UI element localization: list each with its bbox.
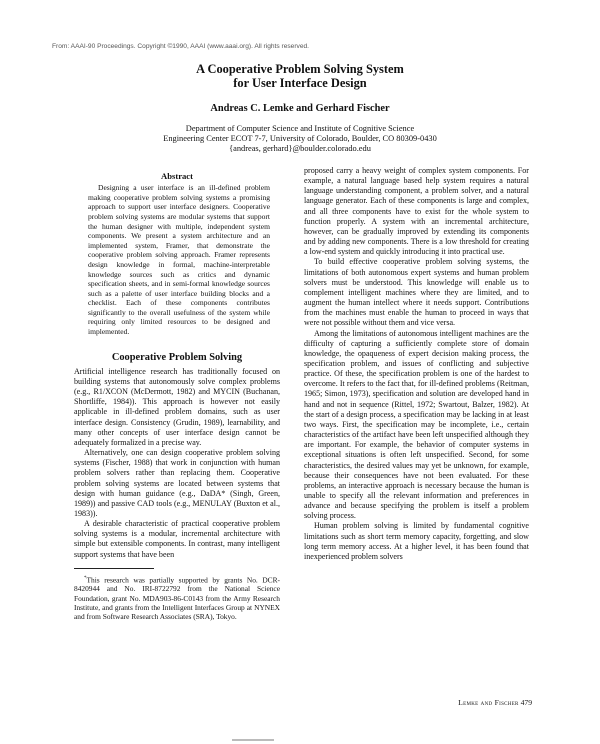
footnote	[74, 574, 280, 621]
right-paragraph-2: To build effective cooperative problem solving systems, the limitations of both autonomous expert systems and human problem solvers must be understood. This knowledge will enable us to complement intelligent machines where they are limited, and to augment the human intellect where it needs support. Contributions from the machines must enable the human to proceed in ways that were not possible without them and vice versa.	[304, 257, 529, 328]
section-paragraph-3: A desirable characteristic of practical cooperative problem solving systems is a modular, incremental architecture with simple but extensible components. In contrast, many intelligent support systems that have been	[74, 519, 280, 559]
source-line: From: AAAI-90 Proceedings. Copyright ©1990, AAAI (www.aaai.org). All rights reserved.	[52, 43, 310, 50]
right-paragraph-4: Human problem solving is limited by fundamental cognitive limitations such as short term memory capacity, forgetting, and slow long term memory access. At a higher level, it has been found that inexperienced problem solvers	[304, 521, 529, 561]
footnote-text: This research was partially supported by grants No. DCR-8420944 and No. IRI-8722792 from the National Science Foundation, grant No. MDA903-86-C0143 from the Army Research Institute, and grants from the Intelligent Interfaces Group at NYNEX and from Software Research Associates (SRA), Tokyo.	[74, 575, 280, 622]
right-column	[304, 166, 529, 562]
section-paragraph-2: Alternatively, one can design cooperative problem solving systems (Fischer, 1988) that work in conjunction with human problem solvers rather than replacing them. Cooperative problem solving systems are located between systems that design with human guidance (e.g., DaDA* (Singh, Green, 1989)) and passive CAD tools (e.g., MENULAY (Buxton et al., 1983)).	[74, 448, 280, 518]
authors: Andreas C. Lemke and Gerhard Fischer	[210, 103, 390, 114]
page-number: 479	[520, 698, 532, 707]
title-line-1: A Cooperative Problem Solving System	[196, 62, 404, 76]
affiliation	[0, 124, 600, 154]
bottom-scan-mark	[232, 739, 274, 741]
section-heading: Cooperative Problem Solving	[111, 351, 243, 363]
paper-title	[0, 62, 600, 90]
left-column	[74, 171, 280, 621]
affiliation-line-1: Department of Computer Science and Institute of Cognitive Science	[185, 124, 415, 133]
running-footer	[448, 698, 532, 707]
right-paragraph-1: proposed carry a heavy weight of complex system components. For example, a natural language based help system requires a natural language understanding component, a problem solver, and a natural language generator. Each of these components is large and complex, and all three components have to exist for the whole system to function properly. A system with an incremental architecture, however, can be gradually improved by extending its components and by adding new components. There is a low threshold for creating a low-end system and quickly introducing it into practical use.	[304, 166, 529, 257]
right-paragraph-3: Among the limitations of autonomous intelligent machines are the difficulty of capturing a sufficiently complete store of domain knowledge, the opaqueness of expert decision making process, the specification problem, and issues of conflicting and subjective practice. Of these, the specification problem is one of the hardest to overcome. It refers to the fact that, for ill-defined problems (Reitman, 1965; Simon, 1973), specification and solution are developed hand in hand and not in sequence (Rittel, 1972; Swartout, Balzer, 1982). At the start of a design process, a specification may be lacking in at least two ways. First, the specification may be incomplete, i.e., certain characteristics of the artifact have been left unspecified although they are important. For example, the behavior of computer systems in exceptional situations is often left unspecified. Second, for some characteristics, the desired values may yet be unknown, for example, because their consequences have not been evaluated. For these problems, an interactive approach is necessary because the human is unable to specify all the relevant information and preferences in advance and because specifying the problem is itself a problem solving process.	[304, 328, 529, 521]
footnote-rule	[74, 568, 154, 569]
affiliation-email: {andreas, gerhard}@boulder.colorado.edu	[229, 144, 371, 153]
abstract-heading: Abstract	[161, 171, 193, 181]
affiliation-line-2: Engineering Center ECOT 7-7, University of Colorado, Boulder, CO 80309-0430	[163, 134, 437, 143]
footnote-marker: *	[84, 575, 87, 581]
section-paragraph-1: Artificial intelligence research has traditionally focused on building systems that autonomously solve complex problems (e.g., R1/XCON (McDermott, 1982) and MYCIN (Buchanan, Shortliffe, 1984)). This approach is however not easily applicable in ill-defined problem domains, such as user interface design. Consistency (Grudin, 1989), learnability, and many other concepts of user interface design cannot be adequately formalized in a precise way.	[74, 366, 280, 447]
title-line-2: for User Interface Design	[233, 76, 367, 90]
running-footer-authors: Lemke and Fischer	[458, 698, 519, 707]
abstract	[74, 171, 280, 337]
abstract-text: Designing a user interface is an ill-defined problem making cooperative problem solving systems a promising approach to support user interface designers. Cooperative problem solving systems are modular systems that support the human designer with multiple, independent system components. We present a system architecture and an implemented system, Framer, that demonstrate the cooperative problem solving approach. Framer represents design knowledge in formal, machine-interpretable knowledge sources such as critics and dynamic specification sheets, and in semi-formal knowledge sources such as a palette of user interface building blocks and a checklist. Each of these components contributes significantly to the overall usefulness of the system while requiring only limited resources to be designed and implemented.	[88, 183, 270, 337]
